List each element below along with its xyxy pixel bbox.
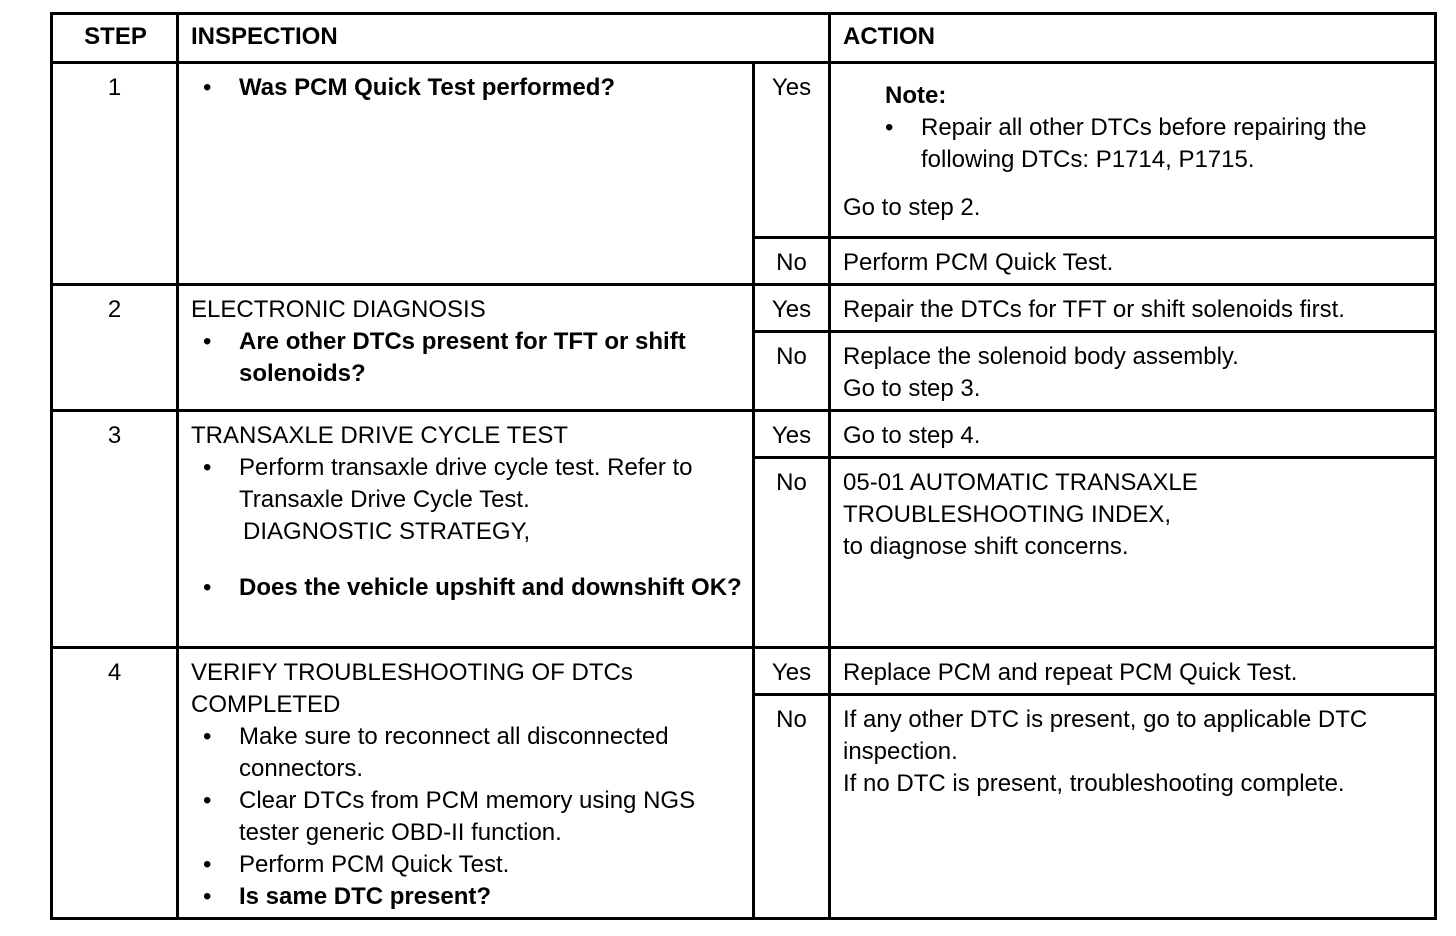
table-row xyxy=(52,63,1436,238)
note-title: Note: xyxy=(885,82,947,109)
table-row xyxy=(52,648,1436,695)
action-cell xyxy=(830,332,1436,411)
header-row xyxy=(52,14,1436,63)
inspection-cell xyxy=(178,285,754,411)
action-text: Repair the DTCs for TFT or shift solenoids first. xyxy=(830,285,1436,332)
inspection-cell xyxy=(178,411,754,648)
no-label: No xyxy=(754,695,830,919)
bullet-icon: • xyxy=(203,787,212,814)
action-text: Perform PCM Quick Test. xyxy=(830,238,1436,285)
bullet-item xyxy=(191,785,742,849)
step-number: 4 xyxy=(52,648,178,919)
action-text: Go to step 2. xyxy=(843,194,981,221)
step-number: 3 xyxy=(52,411,178,648)
bullet-item xyxy=(191,881,742,913)
bullet-item xyxy=(191,452,742,516)
inspection-title: VERIFY TROUBLESHOOTING OF DTCs COMPLETED xyxy=(191,659,633,718)
action-text: Replace the solenoid body assembly. xyxy=(843,343,1239,370)
troubleshooting-table xyxy=(50,12,1437,920)
no-label: No xyxy=(754,458,830,648)
action-text: Go to step 3. xyxy=(843,375,981,402)
bullet-icon: • xyxy=(203,574,212,601)
bullet-icon: • xyxy=(885,114,894,141)
action-text: If any other DTC is present, go to applicable DTC inspection. xyxy=(843,706,1368,766)
bullet-item xyxy=(191,849,742,881)
bullet-icon: • xyxy=(203,723,212,750)
no-label: No xyxy=(754,332,830,411)
bullet-item xyxy=(191,72,742,104)
header-step: STEP xyxy=(52,14,178,63)
action-cell xyxy=(830,63,1436,238)
inspection-question: Is same DTC present? xyxy=(239,883,492,910)
step-number: 1 xyxy=(52,63,178,285)
inspection-reference: DIAGNOSTIC STRATEGY, xyxy=(243,518,531,545)
inspection-question: Are other DTCs present for TFT or shift solenoids? xyxy=(239,328,686,387)
header-inspection: INSPECTION xyxy=(178,14,830,63)
yes-label: Yes xyxy=(754,411,830,458)
inspection-text: Clear DTCs from PCM memory using NGS tester generic OBD-II function. xyxy=(239,787,696,846)
bullet-icon: • xyxy=(203,851,212,878)
action-text: to diagnose shift concerns. xyxy=(843,533,1129,560)
inspection-text: Perform PCM Quick Test. xyxy=(239,851,510,878)
bullet-icon: • xyxy=(203,74,212,101)
action-text: 05-01 AUTOMATIC TRANSAXLE TROUBLESHOOTING INDEX, xyxy=(843,469,1198,528)
inspection-title: ELECTRONIC DIAGNOSIS xyxy=(191,296,486,323)
table-row xyxy=(52,285,1436,332)
action-text: If no DTC is present, troubleshooting complete. xyxy=(843,770,1345,798)
inspection-question: Does the vehicle upshift and downshift OK? xyxy=(239,574,742,601)
bullet-item xyxy=(191,326,742,390)
action-text: Replace PCM and repeat PCM Quick Test. xyxy=(830,648,1436,695)
inspection-title: TRANSAXLE DRIVE CYCLE TEST xyxy=(191,422,568,449)
inspection-cell xyxy=(178,63,754,285)
bullet-icon: • xyxy=(203,883,212,910)
header-action: ACTION xyxy=(830,14,1436,63)
bullet-icon: • xyxy=(203,454,212,481)
bullet-item xyxy=(191,721,742,785)
note-block xyxy=(843,80,1424,176)
yes-label: Yes xyxy=(754,648,830,695)
no-label: No xyxy=(754,238,830,285)
action-text: Go to step 4. xyxy=(830,411,1436,458)
action-cell xyxy=(830,458,1436,648)
inspection-text: Make sure to reconnect all disconnected connectors. xyxy=(239,723,669,782)
note-text: Repair all other DTCs before repairing the following DTCs: P1714, P1715. xyxy=(921,114,1367,173)
action-cell xyxy=(830,695,1436,919)
note-item xyxy=(843,112,1424,176)
inspection-question: Was PCM Quick Test performed? xyxy=(239,74,616,101)
inspection-cell xyxy=(178,648,754,919)
yes-label: Yes xyxy=(754,285,830,332)
step-number: 2 xyxy=(52,285,178,411)
table-row xyxy=(52,411,1436,458)
inspection-text: Perform transaxle drive cycle test. Refer to Transaxle Drive Cycle Test. xyxy=(239,454,693,513)
yes-label: Yes xyxy=(754,63,830,238)
bullet-icon: • xyxy=(203,328,212,355)
bullet-item xyxy=(191,572,742,604)
